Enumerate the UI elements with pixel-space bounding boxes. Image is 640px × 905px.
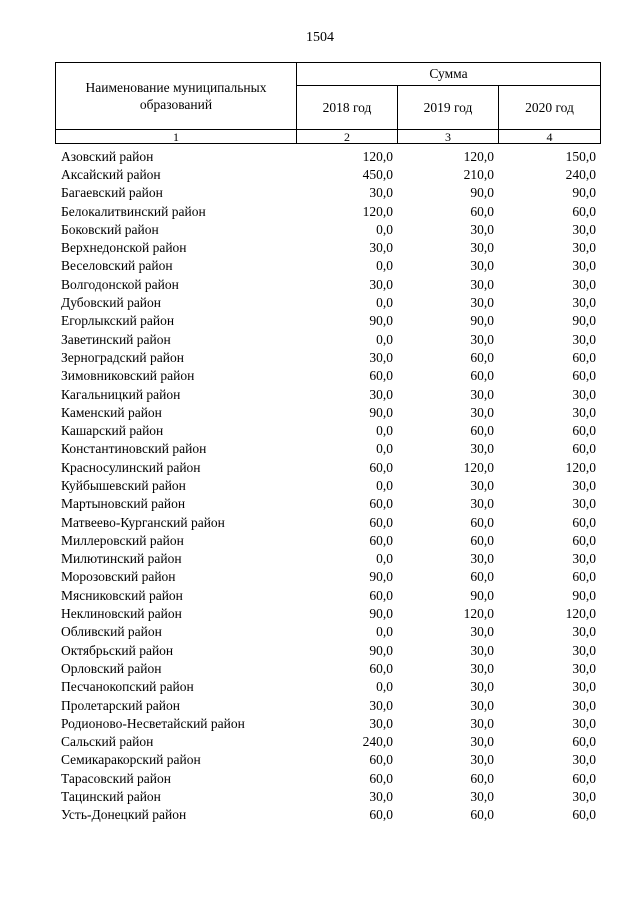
district-name-cell: Боковский район: [61, 221, 159, 237]
value-2020-cell: 30,0: [572, 496, 596, 512]
district-name-cell: Родионово-Несветайский район: [61, 715, 245, 731]
value-2020-cell: 30,0: [572, 404, 596, 420]
value-2019-cell: 60,0: [470, 770, 494, 786]
value-2020-cell: 60,0: [572, 423, 596, 439]
district-name-cell: Азовский район: [61, 148, 154, 164]
table-row: [55, 751, 600, 769]
value-2019-cell: 210,0: [463, 166, 494, 182]
table-row: [55, 385, 600, 403]
value-2019-cell: 30,0: [470, 660, 494, 676]
value-2018-cell: 0,0: [376, 624, 393, 640]
value-2020-cell: 30,0: [572, 276, 596, 292]
district-name-cell: Константиновский район: [61, 441, 207, 457]
value-2019-cell: 90,0: [470, 313, 494, 329]
district-name-cell: Усть-Донецкий район: [61, 807, 187, 823]
value-2019-cell: 30,0: [470, 295, 494, 311]
value-2018-cell: 30,0: [369, 276, 393, 292]
value-2019-cell: 30,0: [470, 331, 494, 347]
table-row: [55, 275, 600, 293]
value-2019-cell: 60,0: [470, 349, 494, 365]
district-name-cell: Песчанокопский район: [61, 679, 194, 695]
value-2020-cell: 30,0: [572, 331, 596, 347]
value-2020-cell: 60,0: [572, 203, 596, 219]
value-2020-cell: 60,0: [572, 441, 596, 457]
value-2018-cell: 0,0: [376, 258, 393, 274]
value-2018-cell: 60,0: [369, 368, 393, 384]
column-number: 1: [56, 130, 297, 144]
value-2019-cell: 30,0: [470, 752, 494, 768]
value-2018-cell: 90,0: [369, 606, 393, 622]
value-2020-cell: 90,0: [572, 313, 596, 329]
value-2018-cell: 30,0: [369, 789, 393, 805]
value-2019-cell: 60,0: [470, 203, 494, 219]
value-2019-cell: 30,0: [470, 404, 494, 420]
value-2019-cell: 30,0: [470, 441, 494, 457]
table-row: [55, 202, 600, 220]
district-name-cell: Кашарский район: [61, 423, 164, 439]
value-2018-cell: 30,0: [369, 240, 393, 256]
value-2018-cell: 60,0: [369, 587, 393, 603]
header-sum-group: Сумма: [297, 63, 601, 86]
value-2018-cell: 60,0: [369, 532, 393, 548]
table-row: [55, 787, 600, 805]
value-2020-cell: 120,0: [565, 459, 596, 475]
district-name-cell: Неклиновский район: [61, 606, 182, 622]
district-name-cell: Красносулинский район: [61, 459, 201, 475]
value-2020-cell: 30,0: [572, 477, 596, 493]
district-name-cell: Куйбышевский район: [61, 477, 186, 493]
value-2020-cell: 60,0: [572, 532, 596, 548]
value-2020-cell: 30,0: [572, 295, 596, 311]
table-row: [55, 403, 600, 421]
table-row: [55, 604, 600, 622]
table-row: [55, 367, 600, 385]
district-name-cell: Дубовский район: [61, 295, 162, 311]
district-name-cell: Веселовский район: [61, 258, 173, 274]
value-2018-cell: 0,0: [376, 295, 393, 311]
district-name-cell: Аксайский район: [61, 166, 161, 182]
value-2018-cell: 90,0: [369, 642, 393, 658]
value-2018-cell: 0,0: [376, 331, 393, 347]
table-row: [55, 678, 600, 696]
value-2018-cell: 60,0: [369, 770, 393, 786]
table-row: [55, 458, 600, 476]
value-2019-cell: 60,0: [470, 532, 494, 548]
district-name-cell: Пролетарский район: [61, 697, 180, 713]
table-row: [55, 586, 600, 604]
table-row: [55, 348, 600, 366]
value-2018-cell: 120,0: [362, 203, 393, 219]
table-row: [55, 531, 600, 549]
value-2020-cell: 30,0: [572, 642, 596, 658]
table-row: [55, 184, 600, 202]
table-row: [55, 568, 600, 586]
district-name-cell: Белокалитвинский район: [61, 203, 206, 219]
header-year-2018: 2018 год: [297, 86, 398, 130]
district-name-cell: Матвеево-Курганский район: [61, 514, 225, 530]
value-2018-cell: 30,0: [369, 185, 393, 201]
table-row: [55, 550, 600, 568]
value-2019-cell: 30,0: [470, 240, 494, 256]
value-2018-cell: 0,0: [376, 221, 393, 237]
table-row: [55, 330, 600, 348]
value-2019-cell: 30,0: [470, 386, 494, 402]
value-2020-cell: 60,0: [572, 349, 596, 365]
table-row: [55, 714, 600, 732]
table-row: [55, 769, 600, 787]
value-2018-cell: 60,0: [369, 496, 393, 512]
table-row: [55, 806, 600, 824]
value-2018-cell: 60,0: [369, 807, 393, 823]
value-2019-cell: 90,0: [470, 587, 494, 603]
value-2019-cell: 30,0: [470, 642, 494, 658]
table-row: [55, 220, 600, 238]
district-name-cell: Волгодонской район: [61, 276, 179, 292]
table-row: [55, 440, 600, 458]
value-2020-cell: 30,0: [572, 258, 596, 274]
value-2019-cell: 30,0: [470, 496, 494, 512]
value-2020-cell: 30,0: [572, 221, 596, 237]
district-name-cell: Егорлыкский район: [61, 313, 175, 329]
value-2018-cell: 0,0: [376, 477, 393, 493]
value-2018-cell: 0,0: [376, 551, 393, 567]
value-2018-cell: 90,0: [369, 313, 393, 329]
district-name-cell: Заветинский район: [61, 331, 171, 347]
district-name-cell: Мясниковский район: [61, 587, 183, 603]
table-row: [55, 733, 600, 751]
value-2020-cell: 30,0: [572, 752, 596, 768]
value-2019-cell: 120,0: [463, 459, 494, 475]
district-name-cell: Зерноградский район: [61, 349, 184, 365]
header-year-2019: 2019 год: [398, 86, 499, 130]
value-2020-cell: 60,0: [572, 569, 596, 585]
value-2018-cell: 120,0: [362, 148, 393, 164]
value-2019-cell: 30,0: [470, 697, 494, 713]
value-2019-cell: 30,0: [470, 258, 494, 274]
table-row: [55, 476, 600, 494]
table-row: [55, 495, 600, 513]
value-2020-cell: 60,0: [572, 770, 596, 786]
district-name-cell: Каменский район: [61, 404, 162, 420]
table-row: [55, 513, 600, 531]
value-2019-cell: 30,0: [470, 477, 494, 493]
value-2020-cell: 60,0: [572, 368, 596, 384]
value-2019-cell: 30,0: [470, 734, 494, 750]
value-2018-cell: 90,0: [369, 404, 393, 420]
value-2020-cell: 90,0: [572, 185, 596, 201]
value-2019-cell: 30,0: [470, 624, 494, 640]
value-2020-cell: 150,0: [565, 148, 596, 164]
value-2019-cell: 30,0: [470, 789, 494, 805]
value-2019-cell: 30,0: [470, 551, 494, 567]
table-row: [55, 659, 600, 677]
table-row: [55, 421, 600, 439]
district-name-cell: Багаевский район: [61, 185, 163, 201]
value-2019-cell: 60,0: [470, 569, 494, 585]
value-2018-cell: 60,0: [369, 752, 393, 768]
value-2020-cell: 60,0: [572, 807, 596, 823]
table-row: [55, 696, 600, 714]
district-name-cell: Тацинский район: [61, 789, 161, 805]
table-row: [55, 165, 600, 183]
district-name-cell: Мартыновский район: [61, 496, 186, 512]
value-2018-cell: 60,0: [369, 660, 393, 676]
value-2019-cell: 90,0: [470, 185, 494, 201]
value-2018-cell: 30,0: [369, 386, 393, 402]
value-2018-cell: 30,0: [369, 697, 393, 713]
value-2020-cell: 120,0: [565, 606, 596, 622]
value-2019-cell: 30,0: [470, 221, 494, 237]
value-2019-cell: 30,0: [470, 679, 494, 695]
value-2018-cell: 0,0: [376, 441, 393, 457]
district-name-cell: Тарасовский район: [61, 770, 171, 786]
value-2019-cell: 120,0: [463, 148, 494, 164]
district-name-cell: Зимовниковский район: [61, 368, 195, 384]
value-2019-cell: 60,0: [470, 368, 494, 384]
table-row: [55, 238, 600, 256]
value-2020-cell: 30,0: [572, 551, 596, 567]
table-row: [55, 623, 600, 641]
district-name-cell: Семикаракорский район: [61, 752, 201, 768]
value-2019-cell: 30,0: [470, 276, 494, 292]
header-year-2020: 2020 год: [499, 86, 601, 130]
value-2019-cell: 120,0: [463, 606, 494, 622]
district-name-cell: Кагальницкий район: [61, 386, 181, 402]
value-2020-cell: 60,0: [572, 734, 596, 750]
table-row: [55, 147, 600, 165]
value-2019-cell: 60,0: [470, 807, 494, 823]
district-name-cell: Милютинский район: [61, 551, 182, 567]
table-row: [55, 312, 600, 330]
district-name-cell: Верхнедонской район: [61, 240, 187, 256]
table-row: [55, 641, 600, 659]
table-row: [55, 293, 600, 311]
value-2019-cell: 60,0: [470, 514, 494, 530]
value-2018-cell: 30,0: [369, 715, 393, 731]
district-name-cell: Морозовский район: [61, 569, 176, 585]
value-2018-cell: 60,0: [369, 459, 393, 475]
value-2020-cell: 30,0: [572, 240, 596, 256]
value-2020-cell: 30,0: [572, 715, 596, 731]
value-2020-cell: 240,0: [565, 166, 596, 182]
value-2018-cell: 60,0: [369, 514, 393, 530]
data-table: [55, 147, 600, 824]
data-table-body: [55, 147, 600, 824]
value-2020-cell: 30,0: [572, 624, 596, 640]
header-name-column: Наименование муниципальных образований: [56, 63, 297, 130]
value-2020-cell: 60,0: [572, 514, 596, 530]
district-name-cell: Сальский район: [61, 734, 154, 750]
value-2019-cell: 60,0: [470, 423, 494, 439]
column-number: 4: [499, 130, 601, 144]
value-2018-cell: 450,0: [362, 166, 393, 182]
district-name-cell: Орловский район: [61, 660, 162, 676]
value-2018-cell: 240,0: [362, 734, 393, 750]
value-2020-cell: 30,0: [572, 386, 596, 402]
column-number: 2: [297, 130, 398, 144]
district-name-cell: Миллеровский район: [61, 532, 184, 548]
column-number: 3: [398, 130, 499, 144]
value-2020-cell: 30,0: [572, 679, 596, 695]
district-name-cell: Октябрьский район: [61, 642, 174, 658]
value-2020-cell: 90,0: [572, 587, 596, 603]
table-row: [55, 257, 600, 275]
value-2019-cell: 30,0: [470, 715, 494, 731]
value-2018-cell: 0,0: [376, 679, 393, 695]
value-2018-cell: 0,0: [376, 423, 393, 439]
value-2020-cell: 30,0: [572, 697, 596, 713]
table-header: [55, 62, 601, 144]
value-2020-cell: 30,0: [572, 660, 596, 676]
value-2018-cell: 30,0: [369, 349, 393, 365]
value-2020-cell: 30,0: [572, 789, 596, 805]
value-2018-cell: 90,0: [369, 569, 393, 585]
page-number: 1504: [306, 30, 334, 45]
district-name-cell: Обливский район: [61, 624, 162, 640]
